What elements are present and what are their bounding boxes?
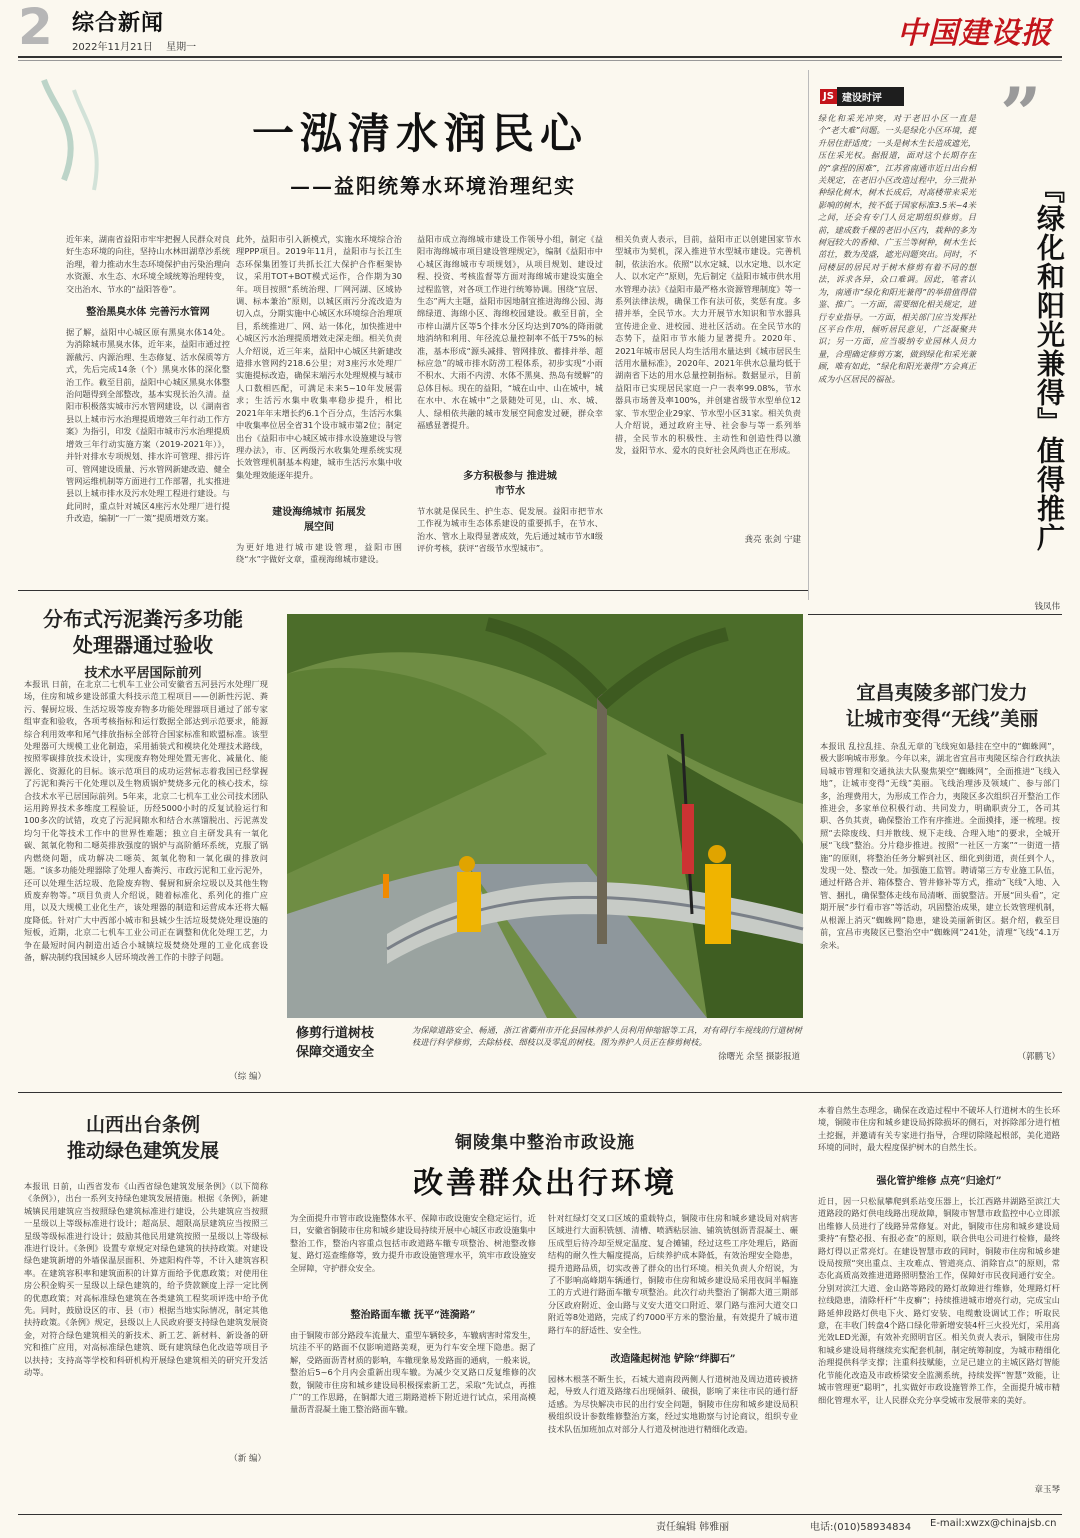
lead-column-2 [236,233,402,565]
tongling-author: 章玉琴 [1034,1485,1060,1495]
sludge-title [18,606,268,658]
lead-intro: 近年来，湖南省益阳市牢牢把握人民群众对良好生态环境的向往，坚持山水林田湖草沙系统治理，着力推动水生态环境保护由污染治理向水资源、水生态、水环境全域统筹治理转变，交出治水、节水的“益阳答卷”。 [66,234,230,294]
masthead-rule [18,56,1062,58]
tongling-subhead-1: 整治路面车辙 抚平“涟漪路” [350,1310,476,1321]
lead-column-3 [417,233,603,554]
shanxi-title [18,1112,268,1164]
lead-col3-text: 益阳市成立海绵城市建设工作领导小组，制定《益阳市海绵城市项目建设管理规定》，编制《益阳市中心城区海绵城市专项规划》，从项目规划、建设过程、投资、考核监督等方面对海绵城市建设实施全过程监管，对各项工作进行统筹协调。围绕“宜居、生态”两大主题，益阳市因地制宜推进海绵公园、海绵绿道、海绵小区、海绵校园建设。截至目前，全市梓山湖片区等5个排水分区均达到70%的降雨就地消纳和利用、年径流总量控制率不低于75%的标准，基本形成“源头减排、管网排放、蓄排并举、超标应急”的城市排水防涝工程体系，初步实现“小雨不积水、大雨不内涝、水体不黑臭、热岛有缓解”的总体目标。现在的益阳，“城在山中、山在城中，城在水中、水在城中”之景随处可见，山、水、城、人、绿相依共融的城市发展空间愈发过硬，群众幸福感显著提升。 [417,234,603,431]
page-number: 2 [18,0,53,56]
shanxi-author: （新 编） [229,1454,266,1464]
commentary-badge [820,88,904,105]
tongling-col1-text: 为全面提升市管市政设施整体水平、保障市政设施安全稳定运行，近日，安徽省铜陵市住房和城乡建设局持续开展中心城区市政设施集中整治工作，整治内容重点包括市政道路车辙专项整治、树池整改修复、路灯巡查维修等，致力提升市政设施管理水平，筑牢市政设施安全屏障，守护群众安全。 [290,1213,536,1273]
yichang-title [818,680,1066,732]
tongling-column-3 [818,1104,1060,1495]
tongling-column-1 [290,1212,536,1479]
masthead-rule-thin [18,60,1062,61]
commentary-title: 『绿化和阳光兼得』值得推广 [1033,175,1066,552]
quote-mark-icon: ” [1000,71,1042,156]
lead-title: 一泓清水润民心 [251,109,588,158]
lead-col3-text-2: 节水就是保民生、护生态、促发展。益阳市把节水工作视为城市生态体系建设的重要抓手，在节水、治水、管水上取得显著成效，先后通过城市节水Ⅱ级评价考核，获评“省级节水型城市”。 [417,506,603,554]
sludge-title-line2: 处理器通过验收 [73,633,213,657]
tongling-col2-text-2: 园林木根茎不断生长，石城大道南段两侧人行道树池及周边道砖被挤起，导致人行道及路缘石出现倾斜、破损，影响了来往市民的通行舒适感。为尽快解决市民的出行安全问题，铜陵市住房和城乡建设局积极组织设计参数维修整治方案，经过实地勘察与讨论商议，组织专业技术队伍加班加点对部分人行道及树池进行精细化改造。 [548,1374,798,1434]
upper-section-rule [18,590,808,591]
tree-pruning-photo [287,614,803,1018]
yichang-text: 本报讯 乱拉乱挂、杂乱无章的飞线宛如悬挂在空中的“蜘蛛网”，极大影响城市形象。今年以来，湖北省宜昌市夷陵区综合行政执法局城市管理和交通执法大队聚焦架空“蜘蛛网”，全面推进“飞线入地”，让城市变得“无线”美丽。飞线治理涉及领域广、参与部门多，治理费用大，为形成工作合力，夷陵区多次组织召开整治工作推进会，多家单位积极行动、共同发力，明确职责分工，各司其职、各负其责，确保整治工作有序推进。全面摸排，逐一梳理。按照“去除废线、归并散线、规下走线、合理入地”的要求，全城开展“飞线”整治。分片稳步推进。按照“一社区一方案”“一街道一措施”的原则，将整治任务分解到社区、细化到街道，责任到个人，发现一处、整改一处。加强施工监管。聘请第三方专业施工队伍，通过杆路合并、箱体整合、管井修补等方式，推动“飞线”入地、入管、捆扎，确保整体走线布局清晰、面貌整洁。开展“回头看”，定期开展“步行看市容”等活动，巩固整治成果，建立长效管理机制，从根源上消灭“蜘蛛网”隐患，建设美丽新街区。据介绍，截至目前，宜昌市夷陵区已整治空中“蜘蛛网”241处，清理“飞线”4.1万余米。 [820,741,1060,950]
commentary-text: 绿化和采光冲突，对于老旧小区一直是个“老大难”问题。一头是绿化小区环境，提升居住舒适度；一头是树木生长造成遮光，压住采光权。据报道，面对这个长期存在的“拿捏的困难”，江苏省南通市近日出台相关规定，在老旧小区改造过程中，分三批补种绿化树木，树木长成后，对高楼带来采光影响的树木，按不低于国家标准3.5米~4米之间，还会有专门人员定期组织修剪。目前，建成数千棵的老旧小区内，栽种的多为树冠较大的香樟、广玉兰等树种，树木生长茁壮，数为茂盛，遮光问题突出。同时，不同楼层的居民对于树木修剪有着不同的想法，诉求各异，众口难调。因此，笔者认为，南通市“绿化和阳光兼得”的举措值得借鉴、推广。一方面，需要细化相关规定，进行专业指导。一方面，相关部门应当发挥社区平台作用，倾听居民意见，广泛凝聚共识；另一方面，应当吸纳专业园林人员力量，合理确定修剪方案，做到绿化和采光兼顾，唯有如此，“绿化和阳光兼得”方会真正成为小区居民的福祉。 [818,113,976,384]
date-text: 2022年11月21日 [72,42,153,53]
yichang-title-line2: 让城市变得“无线”美丽 [845,708,1039,730]
photo-title-line2: 保障交通安全 [296,1045,375,1060]
commentary-divider [808,70,809,600]
footer-phone: 电话:(010)58934834 [810,1522,912,1533]
commentary-label: 建设时评 [837,87,904,106]
water-drop-icon [24,70,124,200]
lead-col1-text: 据了解，益阳中心城区原有黑臭水体14处。为消除城市黑臭水体，近年来，益阳市通过控源截污、内源治理、生态修复、活水保质等方式，先后完成14条（个）黑臭水体的深化整治工作。截至目前，益阳中心城区黑臭水体整治问题得到全部整改，基本实现长治久清。益阳市积极落实城市污水管网建设，以《湖南省县以上城市污水治理提质增效三年行动工作方案》为指引，印发《益阳市城市污水治理提质增效三年行动实施方案（2019-2021年）》，并针对排水专项规划、排水许可管理、排污许可、管网建设质量、污水管网新建改造、健全管网运维机制等方面进行工作部署，扎实推进县以上城市排水及污水处理工程进行建设。与此同时，重点针对城区4座污水处理厂进行提升改造，编制“一厂一策”提质增效方案。 [66,327,230,524]
tongling-kicker: 铜陵集中整治市政设施 [455,1133,635,1153]
photo-caption: 为保障道路安全、畅通，浙江省衢州市开化县园林养护人员利用伸缩锯等工具，对有碍行车视线的行道树树枝进行科学修剪，去除枯枝、细枝以及零乱的树枝。图为养护人员正在修剪树枝。 [412,1025,802,1048]
photo-credit: 徐曙光 余坚 摄影报道 [718,1052,800,1062]
tongling-subhead-2: 改造隆起树池 铲除“绊脚石” [610,1354,736,1365]
footer-rule [18,1514,1062,1515]
shanxi-title-line1: 山西出台条例 [85,1114,200,1136]
lead-col2-text-2: 为更好地进行城市建设管理，益阳市围绕“水”字做好文章，重视海绵城市建设。 [236,542,402,565]
lead-subhead-2: 建设海绵城市 拓展发展空间 [272,507,366,533]
sludge-title-line1: 分布式污泥粪污多功能 [43,607,243,631]
issue-date [72,38,196,53]
tongling-col2-text: 针对红绿灯交叉口区域的重载特点，铜陵市住房和城乡建设局对病害区域进行大面积铣刨、清槽、喷洒粘层油、铺筑铣刨沥青混凝土、碾压成型后待冷却至规定温度、复合摊铺，经过这些工序处理后，路面结构的耐久性大幅度提高，后续养护成本降低，有效治理安全隐患，提升道路品质，切实改善了群众的出行环境。相关负责人介绍说，为了不影响高峰期车辆通行，铜陵市住房和城乡建设局采用夜间半幅施工的方式进行路面车辙专项整治。此次行动共整治了铜都大道三期部分区政府附近、金山路与义安大道交口附近、翠门路与淮河大道交口附近等8处道路，完成了约7000平方米的整治量，有效提升了城市道路行车的舒适性、安全性。 [548,1213,798,1335]
sludge-subtitle: 技术水平居国际前列 [84,666,202,681]
roadside-photo [287,614,803,1018]
sludge-author: （综 编） [229,1072,266,1082]
js-badge: JS [820,89,837,104]
tongling-col3-text-2: 近日，因一只松鼠攀爬到系站变压器上，长江西路井湖路至滨江大道路段的路灯供电线路出现故障，铜陵市智慧市政监控中心立即派出维修人员进行了线路异常修复。对此，铜陵市住房和城乡建设局秉持“有整必报、有报必查”的原则，联合供电公司进行检修，最终路灯得以正常亮灯。在建设智慧市政的同时，铜陵市住房和城乡建设局按照“突出重点、主攻难点、管道亮点、消除盲点”的原则，常态化高质高效推进道路照明整治工作，保障好市民夜间通行安全。分别对滨江大道、金山路等路段的路灯故障进行维修，处理路灯杆拉线隐患，清除杆杆“牛皮癣”；持续推进城市增亮行动，完成宝山路延伸段路灯供电下火、路灯安装、电缆敷设调试工作；听取民意，在丰收门转盘4个路口绿化带新增安装4杆三火投光灯，采用高光效LED光源，有效补充照明盲区。相关负责人表示，铜陵市住房和城乡建设局将继续充实配套机制，制定统筹制度，为城市精细化治理提供科学支撑；注重科技赋能，立足已建立的主城区路灯智能化节能化改造及市政桥梁安全监测系统，持续发挥“智慧”效能，让城市管理更“聪明”，扎实做好市政设施管养工作，全面提升城市精细化管理水平，让人民群众充分享受城市发展带来的美好。 [818,1196,1060,1405]
lead-subhead-1: 整治黑臭水体 完善污水管网 [86,307,210,319]
section-name: 综合新闻 [72,10,165,36]
tongling-column-2 [548,1212,798,1473]
lead-column-1 [66,233,230,524]
shanxi-text: 本报讯 日前，山西省发布《山西省绿色建筑发展条例》（以下简称《条例》），出台一系列支持绿色建筑发展措施。根据《条例》，新建城镇民用建筑应当按照绿色建筑标准进行建设，公共建筑应当按照一星级以上等级标准进行设计；超高层、超限高层建筑应当按照三星级等级标准进行设计；鼓励其他民用建筑按照一星级以上等级标准进行设计。《条例》设置专章规定对绿色建筑的扶持政策。对建设绿色建筑新增的外墙保温层面积、外遮阳构件等，不计入建筑容积率。在建筑容积率和建筑面积的计算方面给予优惠政策；对使用住房公积金购买一星级以上绿色建筑的，给予贷款额度上浮一定比例的优惠政策；对高标准绿色建筑在各类建筑工程奖项评选中给予优先。同时，鼓励设区的市、县（市）根据当地实际情况，制定其他扶持政策。《条例》规定，县级以上人民政府要支持绿色建筑发展资金，对符合绿色建筑相关的新技术、新工艺、新材料、新设备的研究和推广应用，对高标准绿色建筑、既有建筑绿色化改造等项目予以扶持；支持高等学校和科研机构开展绿色建筑相关的研究开发活动等。 [24,1181,268,1378]
lead-column-4 [615,233,801,545]
weekday-text: 星期一 [166,42,197,53]
lower-section-rule [18,1092,1062,1093]
yichang-title-line1: 宜昌夷陵多部门发力 [856,682,1028,704]
lead-byline: 龚亮 张剑 宁建 [744,535,801,545]
photo-title-line1: 修剪行道树枝 [296,1026,375,1041]
lead-col2-text: 此外，益阳市引入新模式，实施水环境综合治理PPP项目。2019年11月，益阳市与长江生态环保集团签订共抓长江大保护合作框架协议，采用TOT+BOT模式运作，合作期为30年。项目按照“系统治理、厂网河湖、区域协调、标本兼治”原则，以城区雨污分流改造为切入点，分期实施中心城区水环境综合治理项目，系统推进厂、网、站一体化，加快推进中心城区污水治理提质增效走深走细。相关负责人介绍说，近三年来，益阳中心城区共新建改造排水管网约218.6公里；对3座污水处理厂实施提标改造，确保末端污水处理规模与城市人口数相匹配，可满足未来5~10年发展需求；生活污水集中收集率稳步提升，相比2021年年末增长约6.1个百分点，生活污水集中收集率位居全省31个设市城市第2位；制定出台《益阳市中心城区城市排水设施建设与管理办法》，市、区两级污水收集处理系统实现长效管理机制基本构建，城市生活污水集中收集处理效能逐年提升。 [236,234,402,480]
tongling-col1-text-2: 由于铜陵市部分路段车流量大、重型车辆较多，车辙病害时常发生，坑洼不平的路面不仅影响道路美观，更为行车安全埋下隐患。据了解，受路面沥青材质的影响，车辙现象易发路面的通病，一般来说，整治后5~6个月内会重新出现车辙。为减少交叉路口反复维修的次数，铜陵市住房和城乡建设局积极探索新工艺，采取“先试点，再推广”的工作思路，在铜都大道三期路道桥下附近进行试点，采用高模量沥青混凝土施工整治路面车辙。 [290,1330,536,1415]
lead-subtitle: ——益阳统筹水环境治理纪实 [290,174,576,198]
tongling-col3-text: 本着自然生态理念，确保在改造过程中不破坏人行道树木的生长环境，铜陵市住房和城乡建设局拆除损坏的侧石，对拆除部分进行植土挖掘，并邀请有关专家进行指导，合理切除隆起根部，美化道路环境的同时，最大程度保护树木的自然生长。 [818,1105,1060,1153]
right-upper-rule [808,614,1062,615]
photo-title [296,1024,402,1062]
footer-editor: 责任编辑 韩雅丽 [656,1522,730,1533]
lead-subhead-3: 多方积极参与 推进城市节水 [463,471,557,497]
yichang-author: （郭鹏飞） [1017,1052,1060,1062]
lead-col4-text: 相关负责人表示，目前，益阳市正以创建国家节水型城市为契机，深入推进节水型城市建设。完善机制，依法治水。依照“以水定城、以水定地、以水定人、以水定产”原则，先后制定《益阳市城市供水用水管理办法》《益阳市最严格水资源管理制度》等一系列法律法规，确保工作有法可依，奖惩有度。多措并举，全民节水。大力开展节水知识和节水器具宣传进企业、进校园、进社区活动。在全民节水的态势下，益阳市节水能力显著提升。2020年、2021年城市居民人均生活用水量达到《城市居民生活用水量标准》，2020年、2021年供水总量均低于湖南省下达的用水总量控制指标。数据显示，目前益阳市已实现居民家庭一户一表率99.08%，节水器具市场普及率100%，并创建省级节水型单位12家、节水型企业29家、节水型小区31家。相关负责人介绍说，通过政府主导、社会参与等一系列举措，全民节水的积极性、主动性和创造性得以激发，益阳节水、爱水的良好社会风尚也正在形成。 [615,234,801,455]
sludge-text: 本报讯 日前，在北京二七机车工业公司安徽省五河县污水处理厂现场，住房和城乡建设部重大科技示范工程项目——创新性污泥、粪污、餐厨垃圾、生活垃圾等废弃物多功能处理器项目通过了部专家组审查和验收，各项考核指标和运行数据全部达到示范要求，能源综合利用效率和尾气排放指标全部符合国家标准和欧盟标准。该型处理器可大规模工业化制造，采用插装式和模块化处理技术路线，按照零碳排放技术设计，实现废弃物处理处置无害化、减量化、能源化、资源化的目标。该示范项目的成功运营标志着我国已经掌握了污泥和粪污干化处理以及生物质锅炉焚烧多元化的核心技术，综合技术水平已居国际前列。5年来，北京二七机车工业公司技术团队运用跨界技术多维度工程验证，历经5000小时的反复试验运行和100多次的试错，攻克了污泥间隙水和结合水蒸馏脱出、污泥蒸发均匀干化等技术工作中的世界性难题；独立自主研发具有一氧化碳、氮氧化物和二噁英排放强度的锅炉与高阶循环系统，克服了锅内燃烧问题，成功解决二噁英、氮氧化物和一氧化碳的排放问题。“该多功能处理器除了处理人畜粪污、市政污泥和工业污泥外，还可以处理生活垃圾、危险废弃物、餐厨和厨余垃圾以及其他生物质废弃物等。”项目负责人介绍说，随着标准化、系列化的推广应用，以及大规模工业化生产，该处理器的制造和运营成本还将大幅度降低。针对广大中西部小城市和县城少生活垃圾焚烧处理设施的短板，近期，北京二七机车工业公司正在调整和优化处理工艺，力争在最短时间内制造出适合小城镇垃圾焚烧处理的工业化成套设备，解决制约我国城乡人居环境改善工作的卡脖子问题。 [24,679,268,962]
tongling-subhead-3: 强化管护维修 点亮“归途灯” [876,1176,1002,1187]
tongling-title: 改善群众出行环境 [413,1166,677,1201]
footer-email: E-mail:xwzx@chinajsb.cn [930,1518,1057,1529]
lead-decor [24,70,124,200]
newspaper-logo: 中国建设报 [897,16,1052,51]
shanxi-title-line2: 推动绿色建筑发展 [66,1140,219,1162]
commentary-author: 钱凤伟 [1034,602,1060,612]
